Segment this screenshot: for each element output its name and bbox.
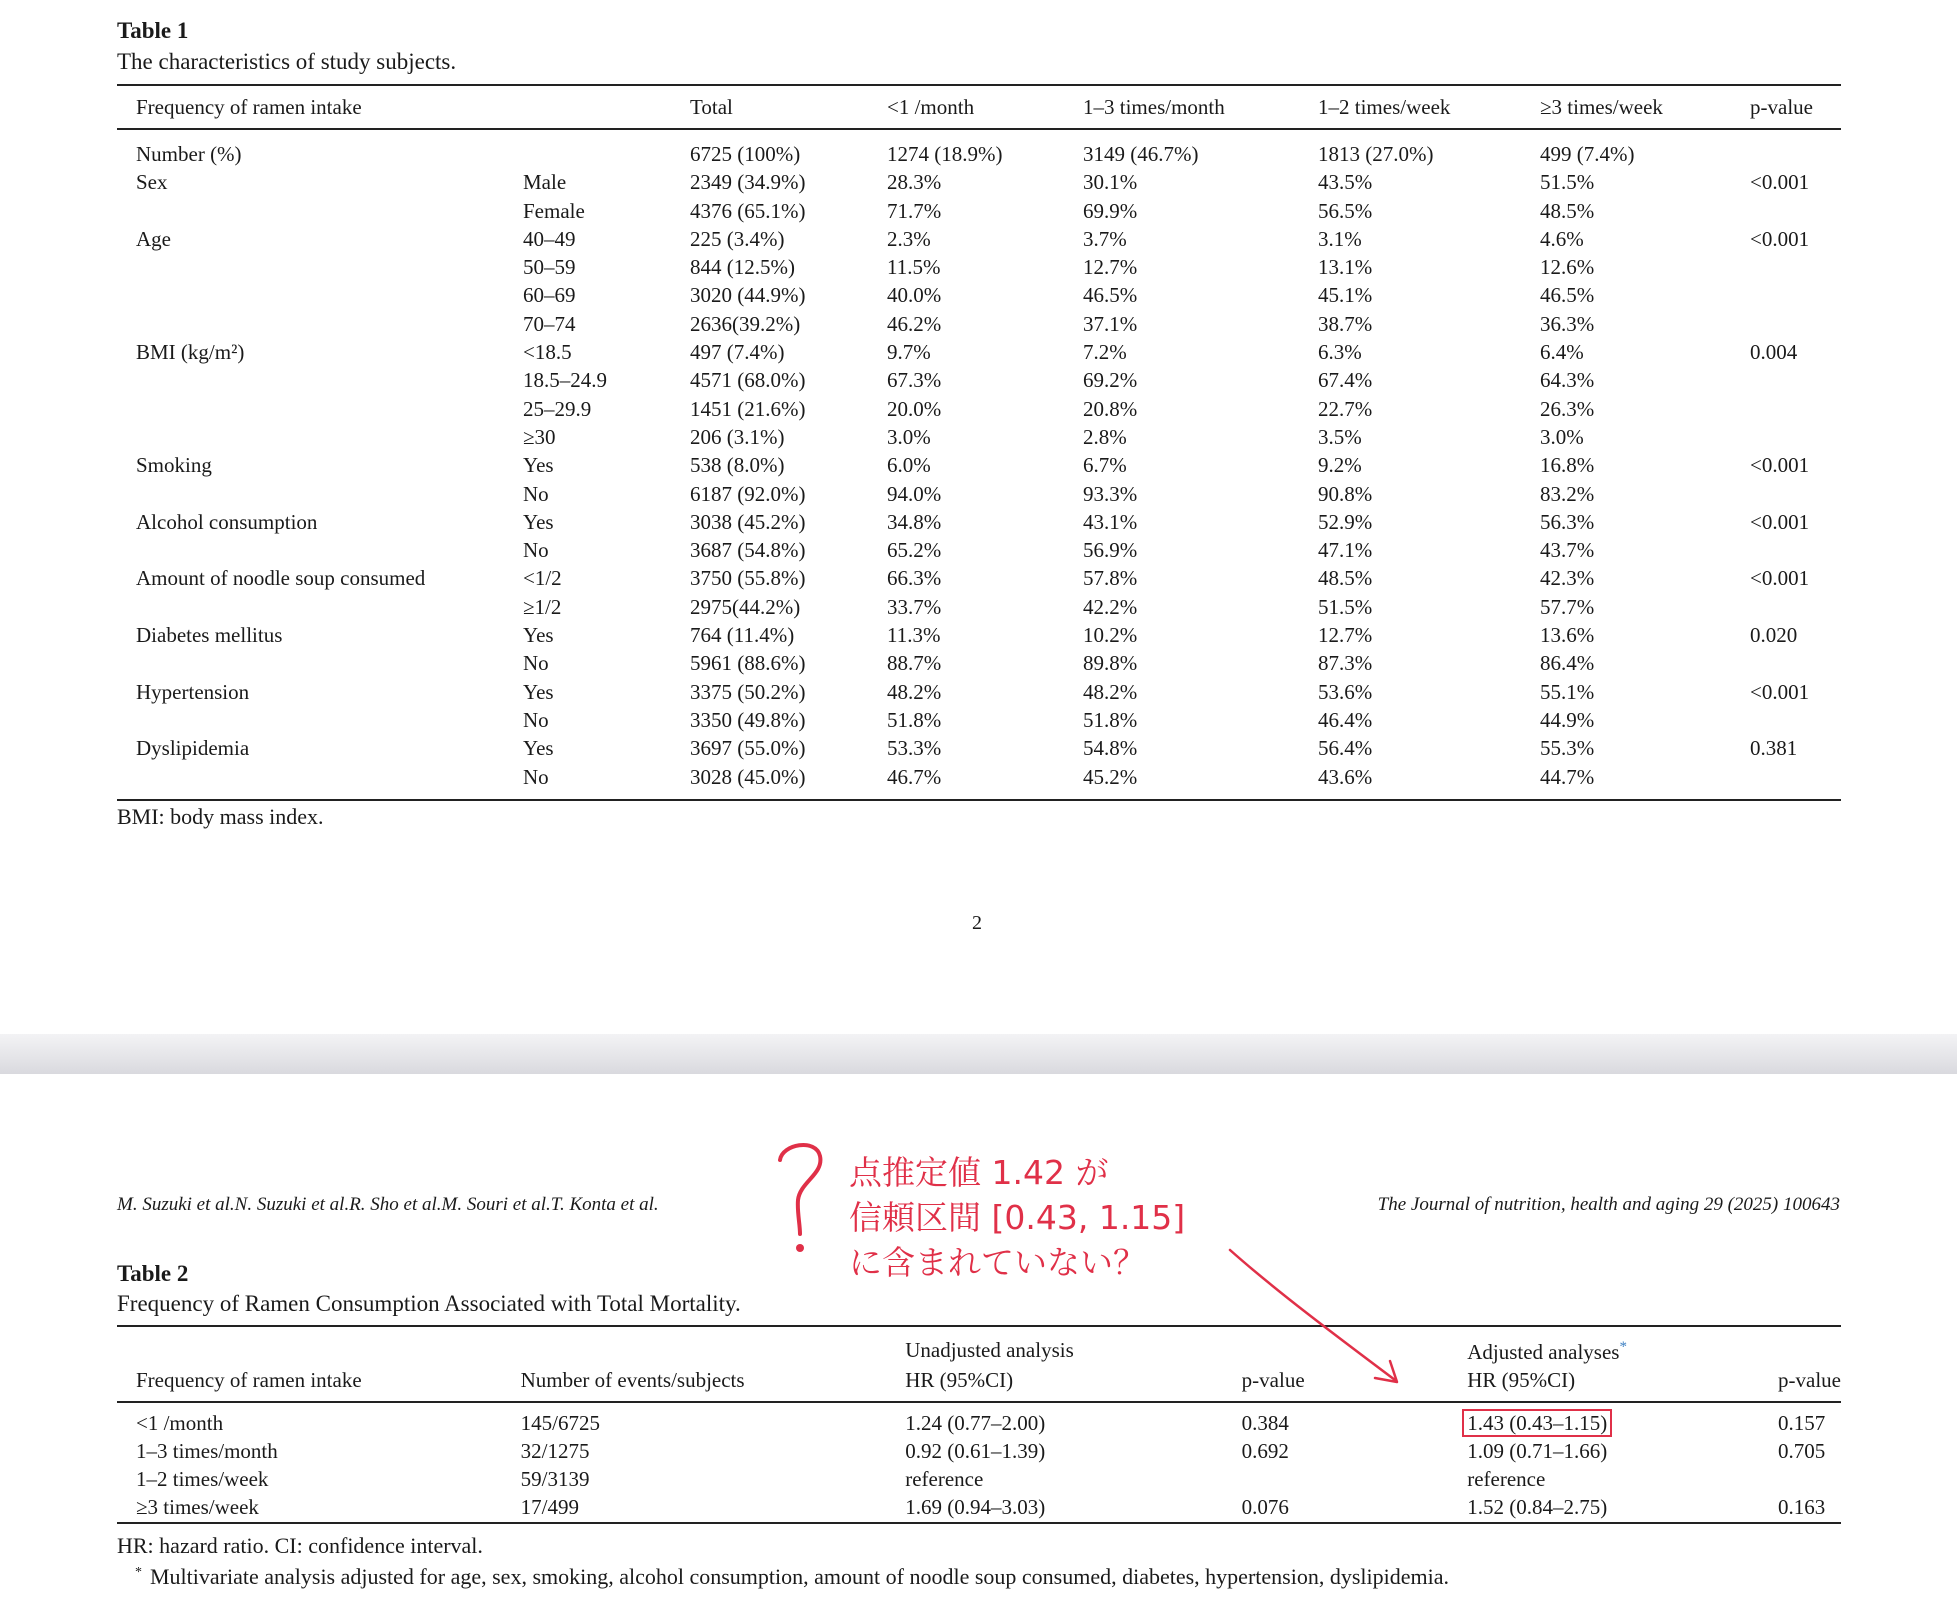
table-cell: 48.2% xyxy=(1083,679,1138,704)
table-cell: 4376 (65.1%) xyxy=(690,198,806,223)
table1-row xyxy=(117,310,1841,338)
table-cell: 6.3% xyxy=(1318,340,1362,365)
table-cell: 0.381 xyxy=(1750,736,1798,761)
table-cell xyxy=(1731,593,1841,621)
table-cell: 1.52 (0.84–2.75) xyxy=(1448,1493,1759,1522)
table-cell: Hypertension xyxy=(136,679,250,704)
table-cell: 20.0% xyxy=(887,396,942,421)
table2-header: Frequency of ramen intake xyxy=(117,1366,502,1401)
table2-caption: Frequency of Ramen Consumption Associated with Total Mortality. xyxy=(117,1291,741,1316)
table-cell: 69.2% xyxy=(1083,368,1138,393)
table2-row xyxy=(117,1465,1841,1493)
table-cell: 1451 (21.6%) xyxy=(690,396,806,421)
table-cell: 45.2% xyxy=(1064,763,1299,800)
table1-row xyxy=(117,508,1841,536)
table1-row xyxy=(117,395,1841,423)
table-cell xyxy=(1731,706,1841,734)
table-cell: 3149 (46.7%) xyxy=(1083,142,1199,166)
adjusted-footnote-marker: * xyxy=(1619,1339,1627,1355)
table-cell: Alcohol consumption xyxy=(136,509,318,534)
table-cell: 3020 (44.9%) xyxy=(690,283,806,308)
table-cell: Yes xyxy=(523,736,554,761)
table-cell xyxy=(117,593,504,621)
table2-footnote-abbrev: HR: hazard ratio. CI: confidence interval. xyxy=(117,1533,483,1558)
table2-row xyxy=(117,1493,1841,1522)
adjusted-group-header: Adjusted analyses* xyxy=(1448,1326,1759,1366)
table-cell: 55.3% xyxy=(1540,736,1595,761)
table-cell: 52.9% xyxy=(1318,509,1373,534)
table-cell: 46.7% xyxy=(868,763,1064,800)
table1-row xyxy=(117,593,1841,621)
table-cell: Number (%) xyxy=(136,142,242,166)
table-cell: 43.5% xyxy=(1318,170,1373,195)
table-cell: 12.6% xyxy=(1540,255,1595,280)
table-cell: 57.7% xyxy=(1540,594,1595,619)
page-number: 2 xyxy=(972,912,982,934)
table-cell: 0.92 (0.61–1.39) xyxy=(905,1438,1046,1463)
table-cell: No xyxy=(523,481,549,506)
table-cell: 44.7% xyxy=(1521,763,1731,800)
table-cell xyxy=(1731,423,1841,451)
table-cell: 6.7% xyxy=(1083,453,1127,478)
table1-row xyxy=(117,197,1841,225)
table-cell: 40–49 xyxy=(523,226,576,251)
table-cell: 3.0% xyxy=(1540,424,1584,449)
table-cell: 26.3% xyxy=(1540,396,1595,421)
table-cell: 1274 (18.9%) xyxy=(887,142,1003,166)
table-cell: 538 (8.0%) xyxy=(690,453,785,478)
table-cell: Female xyxy=(523,198,585,223)
table1-note: BMI: body mass index. xyxy=(117,804,324,829)
table1-row xyxy=(117,734,1841,762)
table-cell: 51.8% xyxy=(887,707,942,732)
table-cell: 11.3% xyxy=(887,623,941,648)
table-cell: ≥30 xyxy=(523,424,556,449)
table-cell: 44.9% xyxy=(1540,707,1595,732)
table-cell: 43.1% xyxy=(1083,509,1138,534)
table-cell: 65.2% xyxy=(887,538,942,563)
table-cell: <1 /month xyxy=(136,1410,224,1435)
table1-row xyxy=(117,225,1841,253)
table2-header: HR (95%CI) xyxy=(1448,1366,1759,1401)
table-cell: ≥3 times/week xyxy=(117,1493,502,1522)
table-cell xyxy=(1223,1465,1449,1493)
table-cell: 1.09 (0.71–1.66) xyxy=(1467,1438,1608,1463)
table2-footnote xyxy=(135,1564,1449,1590)
table-cell: 69.9% xyxy=(1083,198,1138,223)
table1-row xyxy=(117,168,1841,196)
table-cell: 51.5% xyxy=(1318,594,1373,619)
table-cell: 3028 (45.0%) xyxy=(671,763,868,800)
annotation-line: に含まれていない？ xyxy=(849,1243,1146,1282)
table-cell: 51.5% xyxy=(1540,170,1595,195)
table1-row xyxy=(117,129,1841,168)
table1-header-row xyxy=(117,85,1841,129)
table-cell: Age xyxy=(136,226,171,251)
table-cell: 3.1% xyxy=(1318,226,1362,251)
running-header-authors: M. Suzuki et al.N. Suzuki et al.R. Sho et al.M. Souri et al.T. Konta et al. xyxy=(117,1194,659,1215)
table-cell xyxy=(1731,763,1841,800)
table-cell: 48.2% xyxy=(887,679,942,704)
table-cell: 3038 (45.2%) xyxy=(690,509,806,534)
table-cell: 10.2% xyxy=(1083,623,1138,648)
table-cell: 32/1275 xyxy=(520,1438,590,1463)
table-cell: 3687 (54.8%) xyxy=(690,538,806,563)
table-cell: 90.8% xyxy=(1318,481,1373,506)
table1-caption: The characteristics of study subjects. xyxy=(117,49,457,74)
table-cell: 3697 (55.0%) xyxy=(690,736,806,761)
table-cell: 42.3% xyxy=(1540,566,1595,591)
table-cell: 9.2% xyxy=(1318,453,1362,478)
table2 xyxy=(117,1325,1841,1524)
table-cell: 6.0% xyxy=(887,453,931,478)
table-cell: 42.2% xyxy=(1083,594,1138,619)
table1-header: 1–3 times/month xyxy=(1064,85,1299,129)
table-cell: 2975(44.2%) xyxy=(690,594,801,619)
table-cell: 1–2 times/week xyxy=(136,1467,269,1492)
table-cell: 0.157 xyxy=(1778,1410,1826,1435)
table-cell: 86.4% xyxy=(1540,651,1595,676)
table-cell xyxy=(1731,395,1841,423)
unadjusted-group-header: Unadjusted analysis xyxy=(886,1326,1222,1366)
table-cell: 89.8% xyxy=(1083,651,1138,676)
table-cell: ≥1/2 xyxy=(523,594,562,619)
table-cell: 87.3% xyxy=(1318,651,1373,676)
table-cell: 6725 (100%) xyxy=(690,142,801,166)
table-cell: 66.3% xyxy=(887,566,942,591)
running-header-journal: The Journal of nutrition, health and aging 29 (2025) 100643 xyxy=(1377,1194,1840,1215)
table-cell: 56.3% xyxy=(1540,509,1595,534)
table1-row xyxy=(117,621,1841,649)
table-cell: 4.6% xyxy=(1540,226,1584,251)
table-cell xyxy=(1731,281,1841,309)
table-cell: 25–29.9 xyxy=(523,396,592,421)
table1-row xyxy=(117,281,1841,309)
table-cell: 38.7% xyxy=(1318,311,1373,336)
table-cell: 53.6% xyxy=(1318,679,1373,704)
table-cell: 206 (3.1%) xyxy=(690,424,785,449)
table-cell: 0.020 xyxy=(1750,623,1798,648)
table-cell: <0.001 xyxy=(1750,226,1810,251)
table-cell: Diabetes mellitus xyxy=(136,623,283,648)
question-mark-icon xyxy=(772,1138,832,1258)
table-cell: 3.7% xyxy=(1083,226,1127,251)
table-cell: 64.3% xyxy=(1540,368,1595,393)
table-cell: <18.5 xyxy=(523,340,572,365)
table1-row xyxy=(117,706,1841,734)
table1-row xyxy=(117,366,1841,394)
table-cell: Yes xyxy=(523,453,554,478)
table-cell: 7.2% xyxy=(1083,340,1127,365)
table-cell xyxy=(1731,649,1841,677)
table-cell xyxy=(1731,536,1841,564)
annotation-line: 点推定値 1.42 が xyxy=(849,1153,1109,1192)
table-cell: 46.5% xyxy=(1083,283,1138,308)
footnote-text: Multivariate analysis adjusted for age, sex, smoking, alcohol consumption, amount of noodle soup consumed, diabetes, hypertension, dyslipidemia. xyxy=(150,1564,1449,1589)
table1-row xyxy=(117,338,1841,366)
table-cell: 43.6% xyxy=(1299,763,1521,800)
table-cell: <0.001 xyxy=(1750,679,1810,704)
table2-header-row xyxy=(117,1366,1841,1401)
table1-row xyxy=(117,678,1841,706)
table-cell: 43.7% xyxy=(1540,538,1595,563)
table-cell: 2.3% xyxy=(887,226,931,251)
table-cell: <0.001 xyxy=(1750,566,1810,591)
table-cell: 56.4% xyxy=(1318,736,1373,761)
table1-header: Total xyxy=(671,85,868,129)
table1 xyxy=(117,84,1841,801)
table-cell: 50–59 xyxy=(523,255,576,280)
table-cell: 46.4% xyxy=(1318,707,1373,732)
table-cell xyxy=(1731,253,1841,281)
table-cell: 12.7% xyxy=(1083,255,1138,280)
table-cell: 1813 (27.0%) xyxy=(1318,142,1434,166)
table1-header: Frequency of ramen intake xyxy=(117,85,504,129)
table-cell: Male xyxy=(523,170,567,195)
table1-header: <1 /month xyxy=(868,85,1064,129)
table-cell: 37.1% xyxy=(1083,311,1138,336)
table-cell: 34.8% xyxy=(887,509,942,534)
table-cell: 17/499 xyxy=(502,1493,887,1522)
table-cell: 54.8% xyxy=(1083,736,1138,761)
table-cell: 20.8% xyxy=(1083,396,1138,421)
table2-row xyxy=(117,1437,1841,1465)
table-cell: 0.076 xyxy=(1223,1493,1449,1522)
table-cell: 45.1% xyxy=(1318,283,1373,308)
table-cell: 4571 (68.0%) xyxy=(690,368,806,393)
table-cell: 844 (12.5%) xyxy=(690,255,795,280)
table-cell: Dyslipidemia xyxy=(136,736,250,761)
table-cell: 499 (7.4%) xyxy=(1540,142,1635,166)
table-cell: 70–74 xyxy=(523,311,576,336)
table-cell: 2.8% xyxy=(1083,424,1127,449)
table-cell xyxy=(1759,1465,1841,1493)
table-cell: 5961 (88.6%) xyxy=(690,651,806,676)
table-cell: 33.7% xyxy=(887,594,942,619)
table-cell xyxy=(117,197,504,225)
table-cell xyxy=(117,366,504,394)
table-cell: 51.8% xyxy=(1083,707,1138,732)
page-gap xyxy=(0,1034,1957,1074)
table-cell: 6187 (92.0%) xyxy=(690,481,806,506)
table-cell xyxy=(117,536,504,564)
table1-header: p-value xyxy=(1731,85,1841,129)
table-cell: 0.692 xyxy=(1241,1438,1289,1463)
table-cell: 225 (3.4%) xyxy=(690,226,785,251)
table-cell: 36.3% xyxy=(1540,311,1595,336)
table2-row xyxy=(117,1402,1841,1437)
table-cell: 55.1% xyxy=(1540,679,1595,704)
table-cell: 764 (11.4%) xyxy=(690,623,795,648)
table-cell: 145/6725 xyxy=(520,1410,600,1435)
table-cell: 3.0% xyxy=(887,424,931,449)
table-cell: 30.1% xyxy=(1083,170,1138,195)
table1-row xyxy=(117,536,1841,564)
table-cell xyxy=(117,706,504,734)
table-cell: Amount of noodle soup consumed xyxy=(136,566,426,591)
table-cell: Yes xyxy=(523,623,554,648)
table-cell xyxy=(117,310,504,338)
table2-header: Number of events/subjects xyxy=(502,1366,887,1401)
table-cell: 48.5% xyxy=(1318,566,1373,591)
table-cell xyxy=(1731,366,1841,394)
table-cell: 83.2% xyxy=(1540,481,1595,506)
table-cell: <0.001 xyxy=(1750,509,1810,534)
table-cell: 67.4% xyxy=(1318,368,1373,393)
table-cell: 67.3% xyxy=(887,368,942,393)
table-cell: 3350 (49.8%) xyxy=(690,707,806,732)
table-cell: 3750 (55.8%) xyxy=(690,566,806,591)
table-cell: <1/2 xyxy=(523,566,562,591)
table-cell: 47.1% xyxy=(1318,538,1373,563)
table-cell xyxy=(1731,129,1841,168)
table-cell: 22.7% xyxy=(1318,396,1373,421)
table-cell xyxy=(117,423,504,451)
table-cell: 18.5–24.9 xyxy=(523,368,607,393)
table-cell: 71.7% xyxy=(887,198,942,223)
table-cell: Yes xyxy=(523,679,554,704)
table-cell: No xyxy=(523,538,549,563)
table-cell xyxy=(117,281,504,309)
table-cell xyxy=(117,253,504,281)
table-cell: 1.24 (0.77–2.00) xyxy=(905,1410,1046,1435)
table-cell xyxy=(1731,197,1841,225)
table-cell: 0.163 xyxy=(1759,1493,1841,1522)
table-cell: 16.8% xyxy=(1540,453,1595,478)
highlighted-hr-value: 1.43 (0.43–1.15) xyxy=(1462,1409,1612,1437)
table-cell xyxy=(117,395,504,423)
table-cell: 56.5% xyxy=(1318,198,1373,223)
table-cell: Yes xyxy=(523,509,554,534)
table-cell: 13.1% xyxy=(1318,255,1373,280)
table-cell: 28.3% xyxy=(887,170,942,195)
table2-group-header-row xyxy=(117,1326,1841,1366)
table1-title: Table 1 xyxy=(117,18,189,43)
table-cell: reference xyxy=(905,1467,984,1492)
annotation-line: 信頼区間 [0.43, 1.15] xyxy=(849,1198,1186,1237)
table1-header xyxy=(504,85,671,129)
table-cell xyxy=(1731,310,1841,338)
table1-row xyxy=(117,564,1841,592)
table-cell: 60–69 xyxy=(523,283,576,308)
table-cell: 12.7% xyxy=(1318,623,1373,648)
table-cell xyxy=(117,480,504,508)
table1-row xyxy=(117,423,1841,451)
table-cell: 3375 (50.2%) xyxy=(690,679,806,704)
table-cell: reference xyxy=(1467,1467,1546,1492)
table-cell: 2349 (34.9%) xyxy=(690,170,806,195)
table2-header: p-value xyxy=(1223,1366,1449,1401)
table-cell: 1.69 (0.94–3.03) xyxy=(886,1493,1222,1522)
table-cell: 497 (7.4%) xyxy=(690,340,785,365)
table-cell: 0.705 xyxy=(1778,1438,1826,1463)
table-cell: 1–3 times/month xyxy=(136,1438,278,1463)
table-cell: 3.5% xyxy=(1318,424,1362,449)
table1-row xyxy=(117,763,1841,800)
table1-row xyxy=(117,253,1841,281)
table-cell: Smoking xyxy=(136,453,212,478)
table-cell: 0.004 xyxy=(1750,340,1798,365)
table-cell: 13.6% xyxy=(1540,623,1595,648)
table1-row xyxy=(117,451,1841,479)
table-cell: 6.4% xyxy=(1540,340,1584,365)
table-cell: 88.7% xyxy=(887,651,942,676)
table-cell: 48.5% xyxy=(1540,198,1595,223)
table-cell: 9.7% xyxy=(887,340,931,365)
table-cell: 56.9% xyxy=(1083,538,1138,563)
table-cell: 93.3% xyxy=(1083,481,1138,506)
table2-header: HR (95%CI) xyxy=(886,1366,1222,1401)
table-cell xyxy=(1448,1402,1759,1437)
table-cell: 40.0% xyxy=(887,283,942,308)
table-cell: 2636(39.2%) xyxy=(690,311,801,336)
table-cell: No xyxy=(504,763,671,800)
table-cell: BMI (kg/m²) xyxy=(136,340,245,365)
table1-row xyxy=(117,480,1841,508)
table-cell: Sex xyxy=(136,170,168,195)
table-cell: No xyxy=(523,651,549,676)
table1-header: ≥3 times/week xyxy=(1521,85,1731,129)
table-cell: <0.001 xyxy=(1750,453,1810,478)
table-cell: 94.0% xyxy=(887,481,942,506)
table-cell: <0.001 xyxy=(1750,170,1810,195)
table-cell: 11.5% xyxy=(887,255,941,280)
table-cell: 46.2% xyxy=(887,311,942,336)
footnote-marker: * xyxy=(135,1564,142,1580)
table-cell: 0.384 xyxy=(1241,1410,1289,1435)
table-cell: 46.5% xyxy=(1540,283,1595,308)
table2-title: Table 2 xyxy=(117,1261,189,1286)
table-cell xyxy=(117,763,504,800)
table-cell: 57.8% xyxy=(1083,566,1138,591)
table-cell xyxy=(1731,480,1841,508)
table-cell: 53.3% xyxy=(887,736,942,761)
table-cell: No xyxy=(523,707,549,732)
annotation-text xyxy=(849,1150,1185,1285)
table1-header: 1–2 times/week xyxy=(1299,85,1521,129)
table-cell xyxy=(504,129,671,168)
table2-header: p-value xyxy=(1759,1366,1841,1401)
table1-row xyxy=(117,649,1841,677)
annotation-arrow-icon xyxy=(1225,1245,1405,1390)
table-cell xyxy=(117,649,504,677)
table-cell: 59/3139 xyxy=(520,1467,590,1492)
